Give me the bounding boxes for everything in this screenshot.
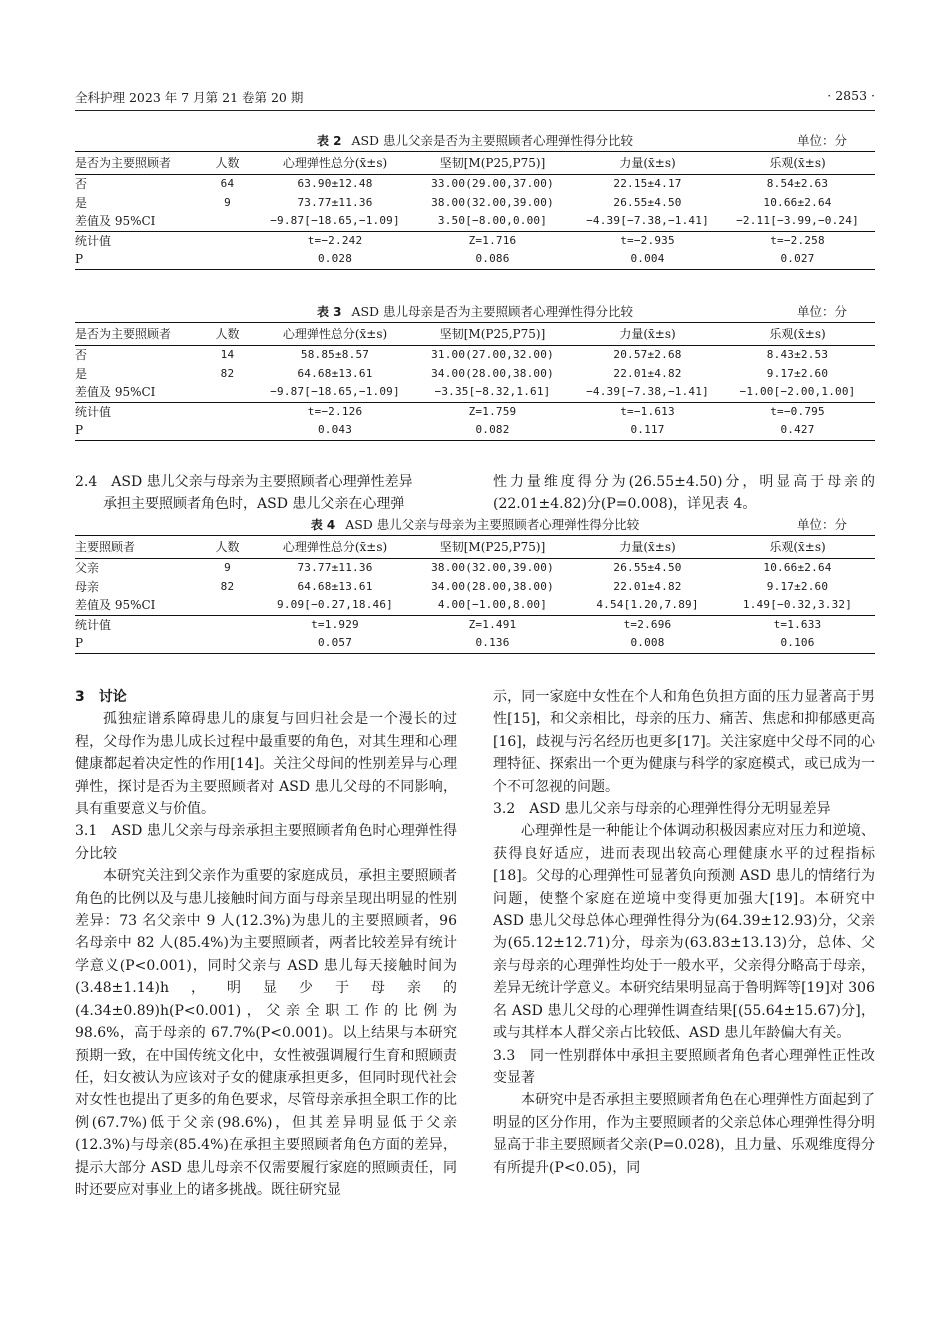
table-cell: 63.90±12.48 xyxy=(297,177,373,190)
table-cell: 22.01±4.82 xyxy=(613,366,682,380)
table-cell: 统计值 xyxy=(75,402,195,421)
section-2-4-right xyxy=(493,471,875,516)
table-cell: 9.09[−0.27,18.46] xyxy=(277,598,393,611)
table-cell: 58.85±8.57 xyxy=(300,348,370,361)
table-cell: 否 xyxy=(75,348,88,362)
column-header: 人数 xyxy=(195,152,260,175)
table-cell: 0.106 xyxy=(720,634,875,653)
table-2-title: ASD 患儿父亲是否为主要照顾者心理弹性得分比较 xyxy=(351,133,634,148)
table-2-grid xyxy=(75,151,875,270)
column-header: 心理弹性总分(x̄±s) xyxy=(260,536,410,559)
table-cell xyxy=(195,615,260,634)
table-cell: 31.00(27.00,32.00) xyxy=(431,348,554,361)
table-4-caption xyxy=(75,515,875,535)
table-cell: 20.57±2.68 xyxy=(613,348,682,361)
column-header: 力量(x̄±s) xyxy=(575,323,720,346)
table-row xyxy=(75,559,875,578)
table-cell: 3.50[−8.00,0.00] xyxy=(437,214,548,227)
table-cell: 是 xyxy=(75,366,88,381)
table-cell: 10.66±2.64 xyxy=(763,561,832,574)
column-header: 力量(x̄±s) xyxy=(575,152,720,175)
column-header: 乐观(x̄±s) xyxy=(720,323,875,346)
table-cell: t=−2.242 xyxy=(260,231,410,250)
table-cell: 0.082 xyxy=(410,421,575,440)
table-row xyxy=(75,383,875,402)
table-cell: 26.55±4.50 xyxy=(613,561,682,574)
table-cell: 38.00(32.00,39.00) xyxy=(431,561,554,574)
table-2-unit: 单位：分 xyxy=(796,133,847,148)
table-3-grid xyxy=(75,322,875,441)
table-cell: 0.027 xyxy=(720,250,875,269)
table-cell: 64.68±13.61 xyxy=(297,579,373,593)
table-cell: 9 xyxy=(224,195,231,209)
table-cell: Z=1.716 xyxy=(410,231,575,250)
table-cell: 38.00(32.00,39.00) xyxy=(431,195,554,209)
table-cell: t=−0.795 xyxy=(720,402,875,421)
table-row xyxy=(75,365,875,384)
table-cell: 差值及 95%CI xyxy=(75,214,156,228)
table-row xyxy=(75,250,875,269)
table-cell: 9.17±2.60 xyxy=(766,366,829,380)
table-cell: 0.028 xyxy=(260,250,410,269)
table-cell: 33.00(29.00,37.00) xyxy=(431,177,554,190)
table-cell: 8.43±2.53 xyxy=(766,348,829,361)
table-cell: 4.54[1.20,7.89] xyxy=(596,598,699,611)
section-2-4-heading: 2.4 ASD 患儿父亲与母亲为主要照顾者心理弹性差异 xyxy=(75,474,413,490)
table-cell: 1.49[−0.32,3.32] xyxy=(742,598,853,611)
table-cell: −4.39[−7.38,−1.41] xyxy=(586,214,709,227)
discussion-heading: 3 讨论 xyxy=(75,689,127,705)
table-cell xyxy=(195,212,260,231)
table-cell: 差值及 95%CI xyxy=(75,598,156,612)
table-row xyxy=(75,175,875,194)
table-cell: 否 xyxy=(75,177,88,191)
table-row xyxy=(75,402,875,421)
column-header: 心理弹性总分(x̄±s) xyxy=(260,323,410,346)
table-cell: 差值及 95%CI xyxy=(75,385,156,399)
table-cell: 73.77±11.36 xyxy=(297,561,373,574)
table-cell: 0.043 xyxy=(260,421,410,440)
table-cell: P xyxy=(75,250,195,269)
column-header: 坚韧[M(P25,P75)] xyxy=(410,536,575,559)
header-rule xyxy=(75,110,875,111)
column-header: 人数 xyxy=(195,536,260,559)
column-header: 坚韧[M(P25,P75)] xyxy=(410,323,575,346)
table-row xyxy=(75,615,875,634)
table-row xyxy=(75,231,875,250)
table-cell: 64 xyxy=(220,177,235,190)
table-2 xyxy=(75,131,875,270)
table-row xyxy=(75,634,875,653)
table-3-unit: 单位：分 xyxy=(796,304,847,319)
table-cell: 母亲 xyxy=(75,579,100,594)
table-cell: −3.35[−8.32,1.61] xyxy=(434,385,551,398)
table-cell: 73.77±11.36 xyxy=(297,195,373,209)
table-cell: t=2.696 xyxy=(575,615,720,634)
table-cell xyxy=(195,634,260,653)
section-3-2-heading: 3.2 ASD 患儿父亲与母亲的心理弹性得分无明显差异 xyxy=(493,801,831,818)
table-3 xyxy=(75,302,875,441)
section-3-3-paragraph: 本研究中是否承担主要照顾者角色在心理弹性方面起到了明显的区分作用，作为主要照顾者的父亲总体心理弹性得分明显高于非主要照顾者父亲(P=0.028)，且力量、乐观维度得分有所提升(P<0.05)，同 xyxy=(493,1092,875,1176)
table-3-title: ASD 患儿母亲是否为主要照顾者心理弹性得分比较 xyxy=(351,304,634,319)
table-row xyxy=(75,346,875,365)
table-cell: P xyxy=(75,421,195,440)
table-3-caption xyxy=(75,302,875,322)
table-cell: −4.39[−7.38,−1.41] xyxy=(586,385,709,398)
column-header: 心理弹性总分(x̄±s) xyxy=(260,152,410,175)
page-number: · 2853 · xyxy=(827,88,875,103)
table-row xyxy=(75,421,875,440)
column-header: 是否为主要照顾者 xyxy=(75,152,195,175)
table-cell: 父亲 xyxy=(75,561,100,575)
table-cell: 统计值 xyxy=(75,615,195,634)
section-3-2-paragraph: 心理弹性是一种能让个体调动积极因素应对压力和逆境、获得良好适应，进而表现出较高心理健康水平的过程指标[18]。父母的心理弹性可显著负向预测 ASD 患儿的情绪行为问题，使整个家庭在逆境中变得更加强大[19]。本研究中 ASD 患儿父母总体心理弹性得分为(64.39±12.93)分，父亲为(65.12±12.71)分，母亲为(63.83±13.13)分，总体、父亲与母亲的心理弹性均处于一般水平，父亲得分略高于母亲，差异无统计学意义。本研究结果明显高于鲁明辉等[19]对 306 名 ASD 患儿父母的心理弹性调查结果[(55.64±15.67)分]，或与其样本人群父亲占比较低、ASD 患儿年龄偏大有关。 xyxy=(493,823,875,1042)
table-cell: 4.00[−1.00,8.00] xyxy=(437,598,548,611)
column-header: 人数 xyxy=(195,323,260,346)
table-cell: 34.00(28.00,38.00) xyxy=(431,579,554,593)
table-cell: 0.004 xyxy=(575,250,720,269)
journal-header: 全科护理 2023 年 7 月第 21 卷第 20 期 xyxy=(75,90,304,105)
column-header: 乐观(x̄±s) xyxy=(720,152,875,175)
table-cell xyxy=(195,421,260,440)
table-cell: 0.008 xyxy=(575,634,720,653)
table-cell xyxy=(195,402,260,421)
section-3-1-continuation: 示，同一家庭中女性在个人和角色负担方面的压力显著高于男性[15]，和父亲相比，母亲的压力、痛苦、焦虑和抑郁感更高[16]，歧视与污名经历也更多[17]。关注家庭中父母不同的心理特征、探索出一个更为健康与科学的家庭模式，或已成为一个不可忽视的问题。 xyxy=(493,689,875,795)
table-cell: 14 xyxy=(220,348,235,361)
table-cell xyxy=(195,250,260,269)
table-cell: Z=1.491 xyxy=(410,615,575,634)
table-cell: 82 xyxy=(220,366,235,380)
table-cell: 8.54±2.63 xyxy=(766,177,829,190)
table-cell: 0.086 xyxy=(410,250,575,269)
table-row xyxy=(75,194,875,213)
discussion-right-column xyxy=(493,686,875,1179)
column-header: 主要照顾者 xyxy=(75,536,195,559)
table-cell: 82 xyxy=(220,579,235,593)
table-cell: t=−2.935 xyxy=(575,231,720,250)
table-cell: 是 xyxy=(75,195,88,210)
section-2-4-text-left: 承担主要照顾者角色时，ASD 患儿父亲在心理弹 xyxy=(103,496,405,513)
table-cell: 26.55±4.50 xyxy=(613,195,682,209)
section-2-4-left xyxy=(75,471,457,516)
column-header: 乐观(x̄±s) xyxy=(720,536,875,559)
table-cell: −9.87[−18.65,−1.09] xyxy=(270,385,400,398)
table-cell: 22.15±4.17 xyxy=(613,177,682,190)
table-cell: 22.01±4.82 xyxy=(613,579,682,593)
table-cell: 0.136 xyxy=(410,634,575,653)
table-cell xyxy=(195,231,260,250)
table-2-caption xyxy=(75,131,875,151)
table-cell: t=−2.258 xyxy=(720,231,875,250)
table-cell: t=1.929 xyxy=(260,615,410,634)
table-cell: −2.11[−3.99,−0.24] xyxy=(736,214,859,227)
table-cell: 34.00(28.00,38.00) xyxy=(431,366,554,380)
column-header: 是否为主要照顾者 xyxy=(75,323,195,346)
table-cell xyxy=(195,596,260,615)
table-4-title: ASD 患儿父亲与母亲为主要照顾者心理弹性得分比较 xyxy=(345,517,640,532)
table-cell: 统计值 xyxy=(75,231,195,250)
table-cell: 9.17±2.60 xyxy=(766,579,829,593)
table-4-label: 表 4 xyxy=(310,518,336,532)
table-cell xyxy=(195,383,260,402)
column-header: 力量(x̄±s) xyxy=(575,536,720,559)
table-cell: Z=1.759 xyxy=(410,402,575,421)
table-cell: −9.87[−18.65,−1.09] xyxy=(270,214,400,227)
table-4-grid xyxy=(75,535,875,654)
table-cell: 10.66±2.64 xyxy=(763,195,832,209)
column-header: 坚韧[M(P25,P75)] xyxy=(410,152,575,175)
table-cell: 9 xyxy=(224,561,231,574)
table-cell: t=1.633 xyxy=(720,615,875,634)
section-3-1-heading: 3.1 ASD 患儿父亲与母亲承担主要照顾者角色时心理弹性得分比较 xyxy=(75,823,457,862)
section-3-3-heading: 3.3 同一性别群体中承担主要照顾者角色者心理弹性正性改变显著 xyxy=(493,1047,875,1086)
table-cell: 0.057 xyxy=(260,634,410,653)
table-cell: P xyxy=(75,634,195,653)
table-cell: 0.427 xyxy=(720,421,875,440)
table-row xyxy=(75,212,875,231)
section-2-4-text-right: 性力量维度得分为(26.55±4.50)分，明显高于母亲的(22.01±4.82)分(P=0.008)，详见表 4。 xyxy=(493,474,875,513)
discussion-intro: 孤独症谱系障碍患儿的康复与回归社会是一个漫长的过程，父母作为患儿成长过程中最重要的角色，对其生理和心理健康都起着决定性的作用[14]。关注父母间的性别差异与心理弹性，探讨是否为主要照顾者对 ASD 患儿父母的不同影响，具有重要意义与价值。 xyxy=(75,711,457,818)
discussion-left-column xyxy=(75,686,457,1201)
table-cell: t=−1.613 xyxy=(575,402,720,421)
table-row xyxy=(75,578,875,597)
table-cell: t=−2.126 xyxy=(260,402,410,421)
table-cell: −1.00[−2.00,1.00] xyxy=(739,385,856,398)
table-4-unit: 单位：分 xyxy=(796,517,847,532)
table-row xyxy=(75,596,875,615)
table-cell: 0.117 xyxy=(575,421,720,440)
table-3-label: 表 3 xyxy=(316,305,342,319)
section-3-1-paragraph: 本研究关注到父亲作为重要的家庭成员，承担主要照顾者角色的比例以及与患儿接触时间方面与母亲呈现出明显的性别差异：73 名父亲中 9 人(12.3%)为患儿的主要照顾者，96 名母亲中 82 人(85.4%)为主要照顾者，两者比较差异有统计学意义(P<0.001)，同时父亲与 ASD 患儿每天接触时间为(3.48±1.14)h，明显少于母亲的(4.34±0.89)h(P<0.001)，父亲全职工作的比例为 98.6%，高于母亲的 67.7%(P<0.001)。以上结果与本研究预期一致，在中国传统文化中，女性被强调履行生育和照顾责任，妇女被认为应该对子女的健康承担更多，但同时现代社会对女性也提出了更多的角色要求，尽管母亲承担全职工作的比例(67.7%)低于父亲(98.6%)，但其差异明显低于父亲(12.3%)与母亲(85.4%)在承担主要照顾者角色方面的差异，提示大部分 ASD 患儿母亲不仅需要履行家庭的照顾责任，同时还要应对事业上的诸多挑战。既往研究显 xyxy=(75,868,457,1198)
table-cell: 64.68±13.61 xyxy=(297,366,373,380)
table-4 xyxy=(75,515,875,654)
table-2-label: 表 2 xyxy=(316,134,342,148)
